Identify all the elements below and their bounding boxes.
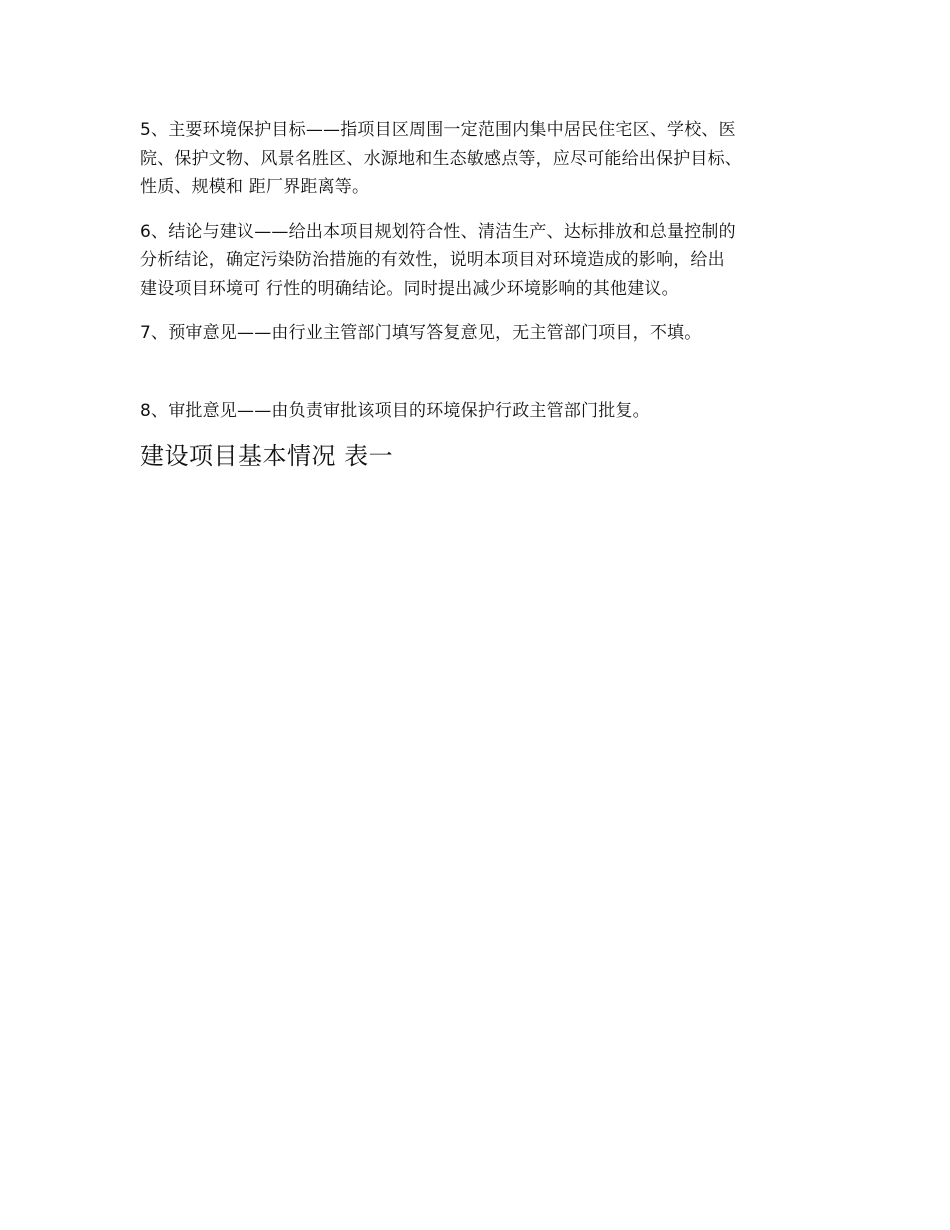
- paragraph-item-5: [140, 116, 830, 202]
- paragraph-line: 院、保护文物、风景名胜区、水源地和生态敏感点等，应尽可能给出保护目标、: [140, 148, 742, 169]
- paragraph-line: 7、预审意见——由行业主管部门填写答复意见，无主管部门项目，不填。: [140, 323, 702, 343]
- paragraph-item-7: [140, 319, 830, 348]
- paragraph-spacer: [140, 202, 830, 218]
- paragraph-line: 5、主要环境保护目标——指项目区周围一定范围内集中居民住宅区、学校、医: [140, 120, 736, 140]
- paragraph-spacer: [140, 348, 830, 397]
- paragraph-spacer: [140, 303, 830, 319]
- paragraph-line: 建设项目环境可 行性的明确结论。同时提出减少环境影响的其他建议。: [140, 278, 679, 299]
- paragraph-line: 性质、规模和 距厂界距离等。: [140, 177, 370, 197]
- paragraph-line: 8、审批意见——由负责审批该项目的环境保护行政主管部门批复。: [140, 400, 650, 421]
- document-body: [140, 116, 830, 472]
- paragraph-item-8: [140, 397, 830, 426]
- paragraph-line: 6、结论与建议——给出本项目规划符合性、清洁生产、达标排放和总量控制的: [140, 221, 736, 242]
- paragraph-spacer: [140, 425, 830, 440]
- paragraph-item-6: [140, 218, 830, 304]
- section-title: 建设项目基本情况 表一: [140, 442, 394, 470]
- paragraph-line: 分析结论，确定污染防治措施的有效性，说明本项目对环境造成的影响，给出: [140, 250, 725, 270]
